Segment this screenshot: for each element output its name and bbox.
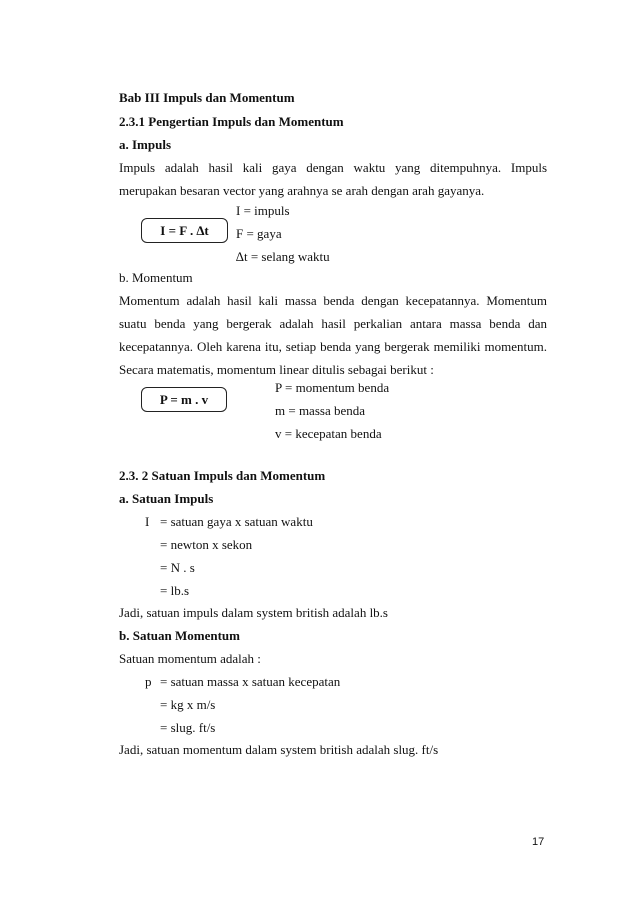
- legend-impuls-i: I = impuls: [236, 203, 290, 218]
- section-title-satuan: 2.3. 2 Satuan Impuls dan Momentum: [119, 468, 326, 483]
- legend-momentum-p: P = momentum benda: [275, 380, 390, 395]
- satuan-impuls-symbol: I: [145, 514, 150, 529]
- heading-satuan-momentum: b. Satuan Momentum: [119, 628, 240, 643]
- paragraph-impuls-line-1: Impuls adalah hasil kali gaya dengan waktu yang ditempuhnya. Impuls: [119, 160, 547, 175]
- legend-momentum-v: v = kecepatan benda: [275, 426, 382, 441]
- heading-momentum: b. Momentum: [119, 270, 193, 285]
- satuan-momentum-conclusion: Jadi, satuan momentum dalam system british adalah slug. ft/s: [119, 742, 439, 757]
- formula-box-impuls: I = F . ∆t: [141, 218, 228, 243]
- paragraph-momentum-line-3: kecepatannya. Oleh karena itu, setiap benda yang bergerak memiliki momentum.: [119, 339, 547, 354]
- satuan-momentum-symbol: p: [145, 674, 152, 689]
- heading-satuan-impuls: a. Satuan Impuls: [119, 491, 214, 506]
- legend-impuls-dt: ∆t = selang waktu: [236, 249, 330, 264]
- paragraph-momentum-line-4: Secara matematis, momentum linear ditulis sebagai berikut :: [119, 362, 434, 377]
- satuan-momentum-line-3: = slug. ft/s: [160, 720, 216, 735]
- legend-impuls-f: F = gaya: [236, 226, 282, 241]
- page-number: 17: [532, 836, 545, 848]
- paragraph-impuls-line-2: merupakan besaran vector yang arahnya se arah dengan arah gayanya.: [119, 183, 485, 198]
- formula-box-momentum: P = m . v: [141, 387, 227, 412]
- satuan-impuls-conclusion: Jadi, satuan impuls dalam system british adalah lb.s: [119, 605, 388, 620]
- satuan-impuls-line-1: = satuan gaya x satuan waktu: [160, 514, 313, 529]
- chapter-title: Bab III Impuls dan Momentum: [119, 90, 295, 105]
- satuan-momentum-line-1: = satuan massa x satuan kecepatan: [160, 674, 341, 689]
- satuan-impuls-line-2: = newton x sekon: [160, 537, 253, 552]
- paragraph-momentum-line-1: Momentum adalah hasil kali massa benda dengan kecepatannya. Momentum: [119, 293, 547, 308]
- satuan-momentum-intro: Satuan momentum adalah :: [119, 651, 261, 666]
- satuan-impuls-line-3: = N . s: [160, 560, 195, 575]
- paragraph-momentum-line-2: suatu benda yang bergerak adalah hasil perkalian antara massa benda dan: [119, 316, 547, 331]
- satuan-impuls-line-4: = lb.s: [160, 583, 190, 598]
- satuan-momentum-line-2: = kg x m/s: [160, 697, 216, 712]
- section-title-pengertian: 2.3.1 Pengertian Impuls dan Momentum: [119, 114, 344, 129]
- legend-momentum-m: m = massa benda: [275, 403, 366, 418]
- heading-impuls: a. Impuls: [119, 137, 172, 152]
